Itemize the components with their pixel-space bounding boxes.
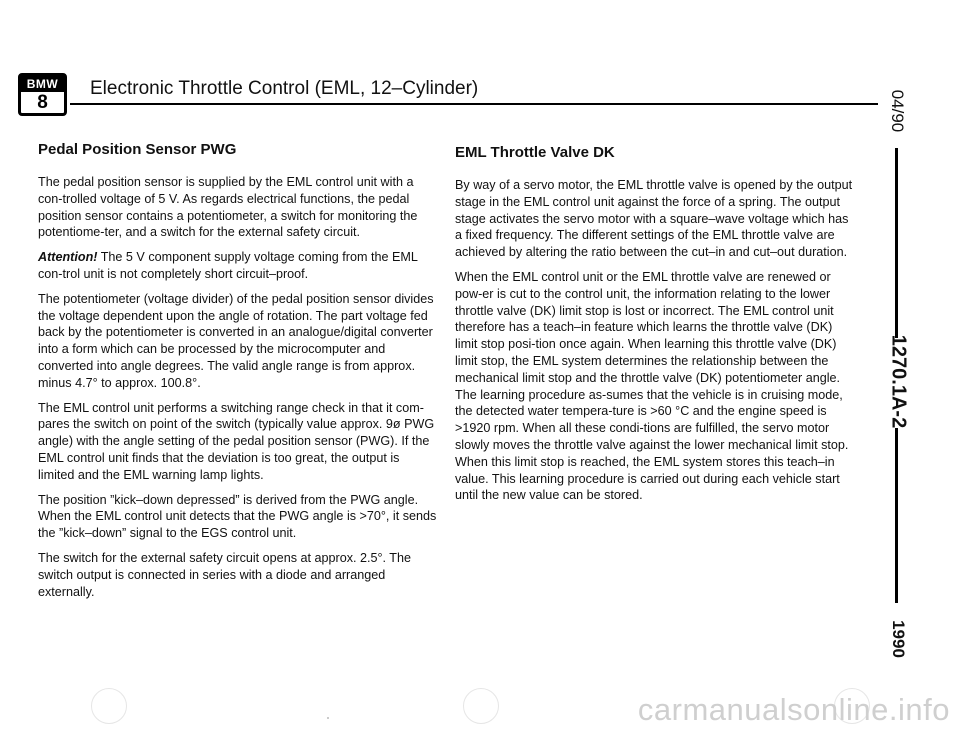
- margin-page-number: 1270.1A-2: [887, 334, 910, 429]
- paragraph: The switch for the external safety circuit opens at approx. 2.5°. The switch output is connected in series with a diode and arranged externally.: [38, 550, 412, 599]
- logo-number: 8: [37, 92, 48, 113]
- attention-label: Attention!: [38, 250, 98, 265]
- binder-hole-icon: [91, 688, 127, 724]
- margin-date: 04/90: [888, 89, 907, 133]
- margin-year: 1990: [889, 620, 908, 658]
- binder-hole-icon: [463, 688, 499, 724]
- speck: [327, 717, 329, 719]
- page-title: Electronic Throttle Control (EML, 12–Cylinder): [90, 78, 479, 99]
- paragraph: The position ”kick–down depressed” is derived from the PWG angle. When the EML control unit detects that the PWG angle is >70°, it sends the ”kick–down” signal to the EGS control unit.: [38, 492, 437, 541]
- paragraph: The potentiometer (voltage divider) of the pedal position sensor divides the voltage dependent upon the angle of rotation. The part voltage fed back by the potentiometer is converted in an analogue/digital converter into a form which can be processed by the microcomputer and converted into angle degrees. The valid angle range is from approx. minus 4.7° to approx. 100.8°.: [38, 291, 434, 390]
- watermark: carmanualsonline.info: [637, 692, 950, 727]
- left-column: [38, 140, 438, 608]
- header-rule: [70, 103, 878, 105]
- right-column: [455, 140, 855, 512]
- attention-text: The 5 V component supply voltage coming from the EML con-trol unit is not completely short circuit–proof.: [38, 250, 418, 281]
- paragraph: By way of a servo motor, the EML throttle valve is opened by the output stage in the EML control unit against the force of a spring. The output stage activates the servo motor with a square–wave voltage which has a fixed frequency. The different settings of the EML throttle valve are achieved by altering the ratio between the cut–in and cut–out duration.: [455, 178, 853, 260]
- section-heading-pwg: Pedal Position Sensor PWG: [38, 141, 237, 158]
- logo-brand: BMW: [21, 76, 64, 92]
- section-heading-dk: EML Throttle Valve DK: [455, 144, 615, 161]
- paragraph: The pedal position sensor is supplied by the EML control unit with a con-trolled voltage of 5 V. As regards electrical functions, the pedal position sensor contains a potentiometer, a switch for monitoring the potentiome-ter, and a switch for the external safety circuit.: [38, 175, 418, 240]
- bmw-logo: [18, 73, 67, 116]
- paragraph: When the EML control unit or the EML throttle valve are renewed or pow-er is cut to the control unit, the information relating to the lower throttle valve (DK) limit stop is lost or incorrect. The EML control unit therefore has a teach–in feature which learns the throttle valve (DK) limit stop posi-tion once again. When learning this throttle valve (DK) limit stop, the EML system determines the relationship between the mechanical limit stop and the throttle valve (DK) potentiometer angle. The learning procedure as-sumes that the vehicle is in cruising mode, the detected water tempera-ture is >60 °C and the engine speed is >1920 rpm. When all these condi-tions are fulfilled, the servo motor slowly moves the throttle valve against the lower mechanical limit stop. When this limit stop is reached, the EML system stores this teach–in value. This learning procedure is carried out during each vehicle start until the new value can be stored.: [455, 269, 849, 503]
- paragraph: The EML control unit performs a switching range check in that it com-pares the switch on point of the switch (typically value approx. 9ø PWG angle) with the angle setting of the pedal position sensor (PWG). If the EML control unit finds that the deviation is too great, the output is limited and the EML warning lamp lights.: [38, 400, 435, 482]
- attention-paragraph: [38, 249, 438, 283]
